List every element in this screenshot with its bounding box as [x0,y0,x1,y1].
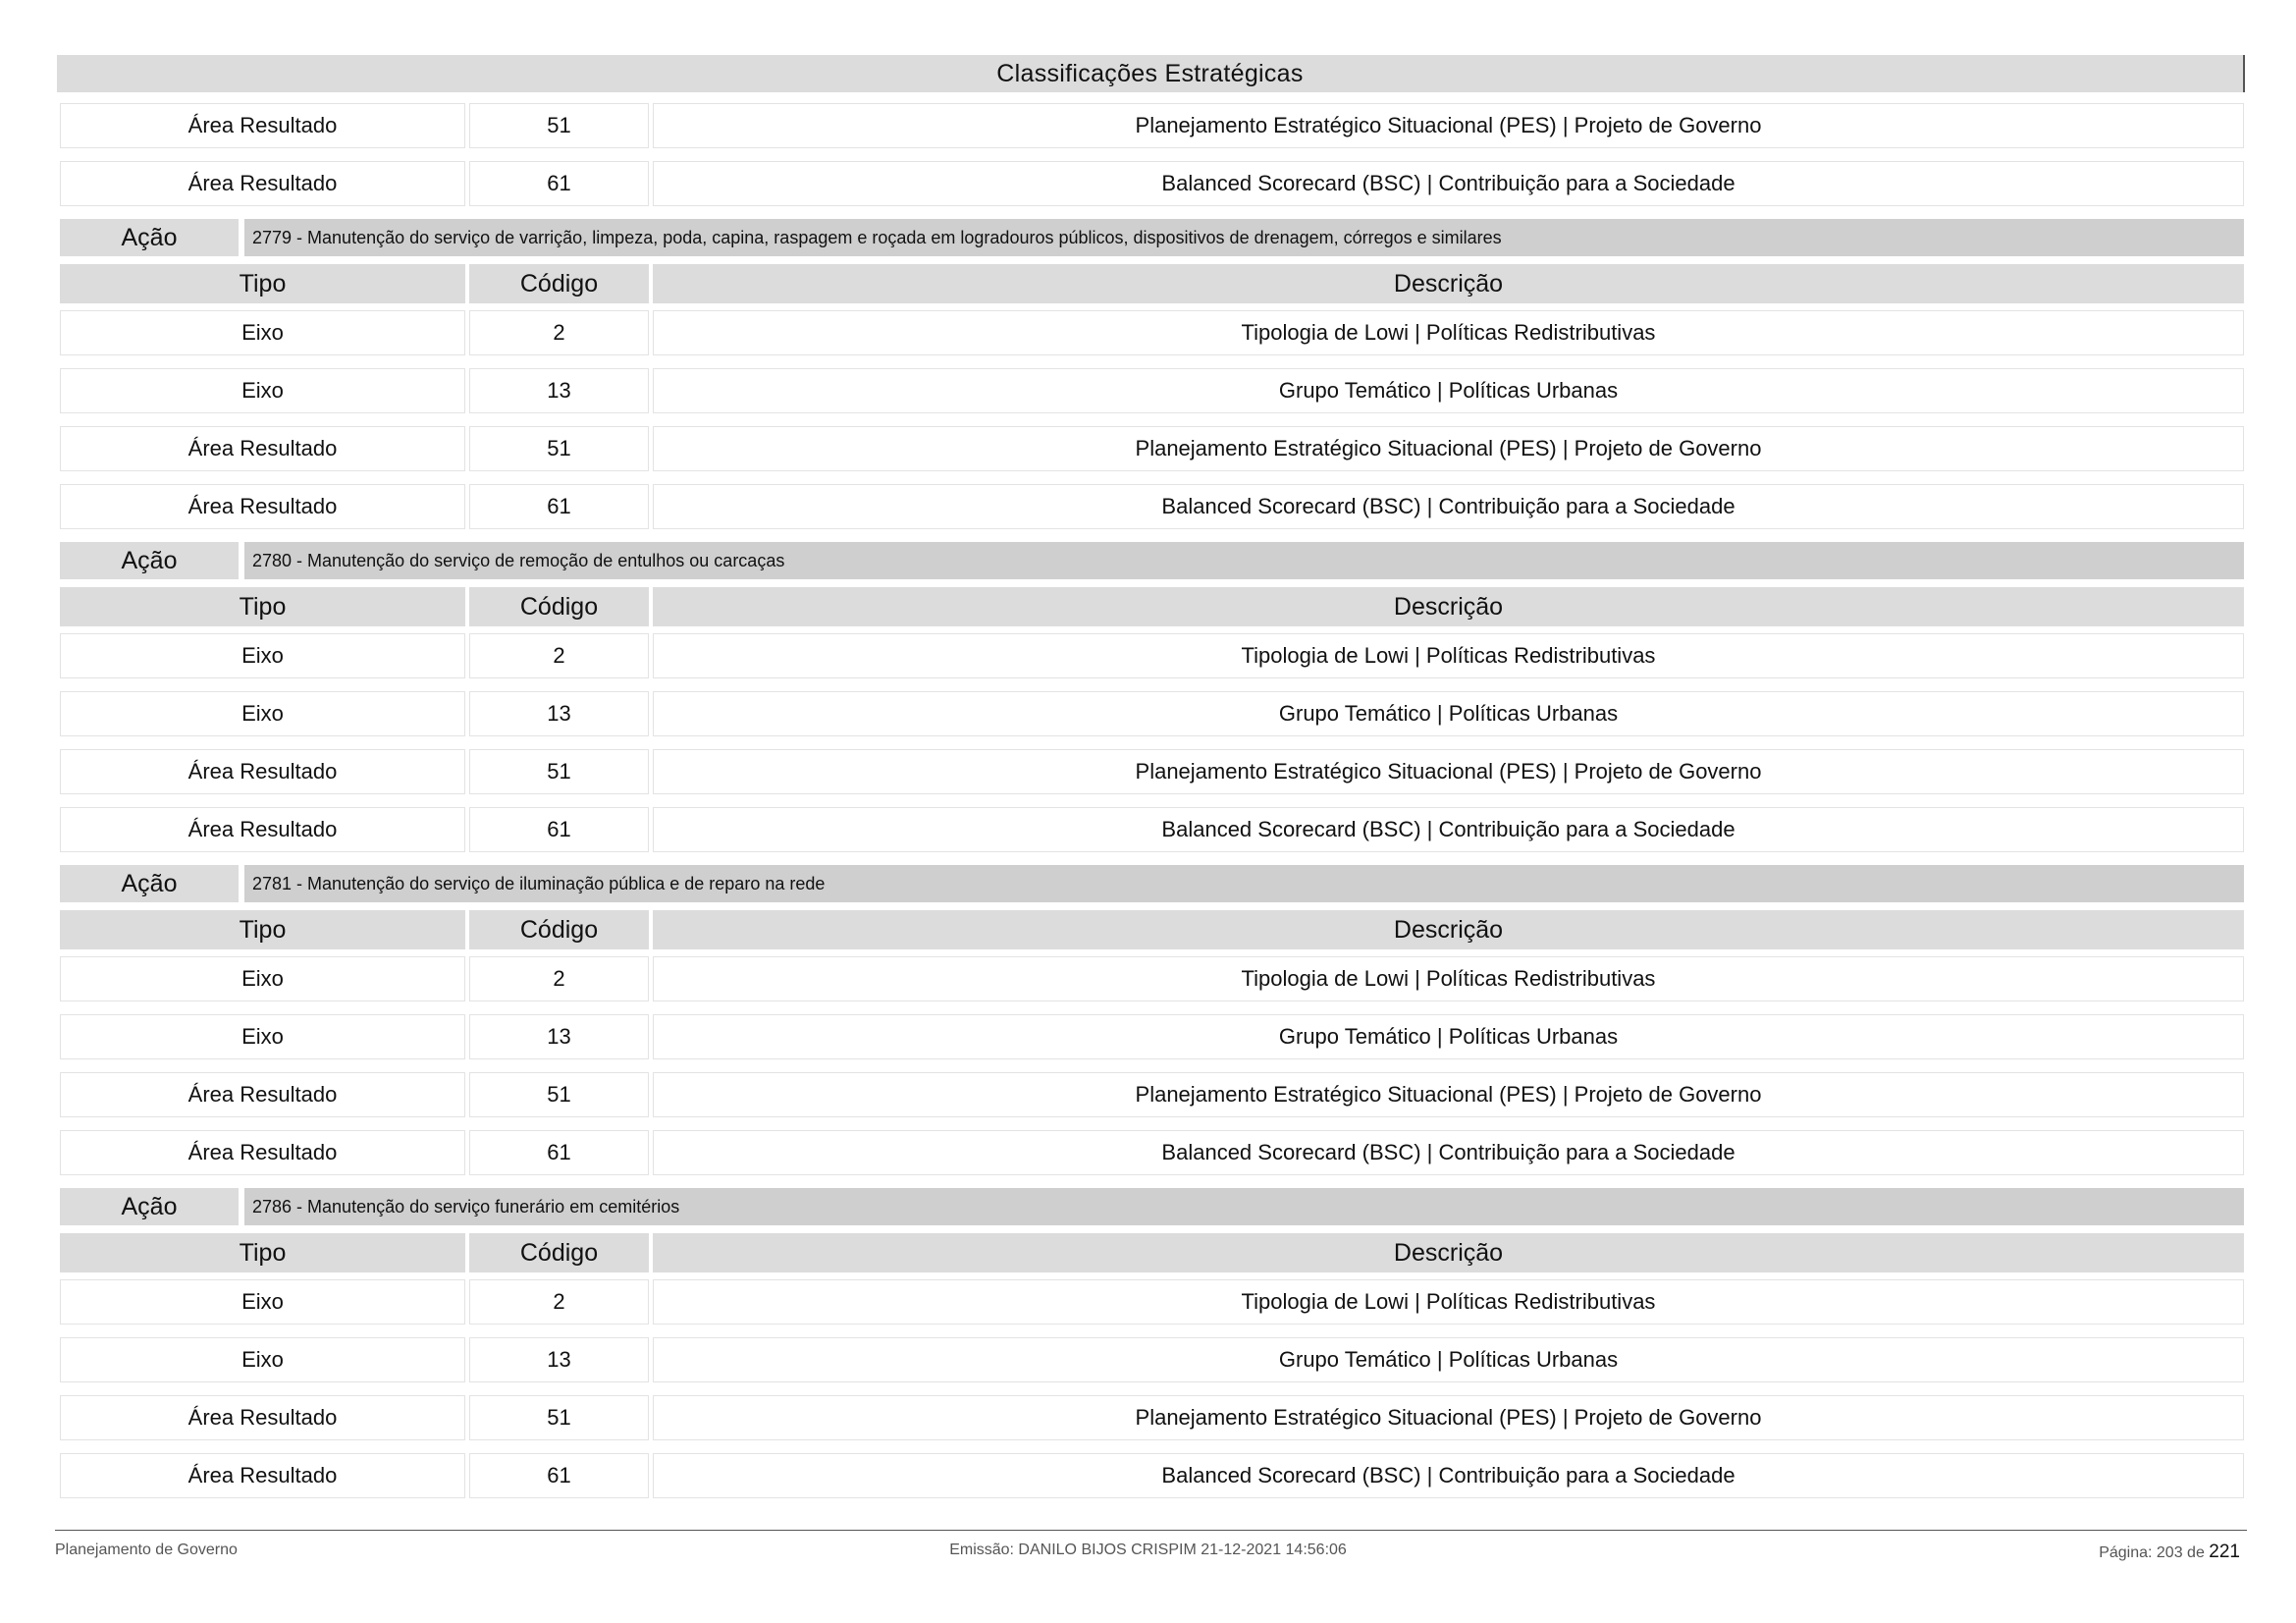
acao-row [60,865,2244,902]
table-row [60,161,2244,206]
acao-description: 2781 - Manutenção do serviço de iluminação pública e de reparo na rede [244,865,2244,902]
header-tipo: Tipo [60,1233,465,1272]
tipo-cell: Área Resultado [60,749,465,794]
codigo-cell: 13 [469,368,649,413]
table-row [60,103,2244,148]
header-descricao: Descrição [653,1233,2244,1272]
descricao-cell: Balanced Scorecard (BSC) | Contribuição para a Sociedade [653,1130,2244,1175]
descricao-cell: Planejamento Estratégico Situacional (PES) | Projeto de Governo [653,426,2244,471]
descricao-cell: Planejamento Estratégico Situacional (PES) | Projeto de Governo [653,1395,2244,1440]
descricao-cell: Tipologia de Lowi | Políticas Redistributivas [653,956,2244,1001]
header-tipo: Tipo [60,587,465,626]
tipo-cell: Área Resultado [60,1130,465,1175]
header-codigo: Código [469,264,649,303]
descricao-cell: Grupo Temático | Políticas Urbanas [653,691,2244,736]
descricao-cell: Tipologia de Lowi | Políticas Redistributivas [653,1279,2244,1325]
acao-row [60,219,2244,256]
descricao-cell: Planejamento Estratégico Situacional (PES) | Projeto de Governo [653,103,2244,148]
page-total: 221 [2209,1542,2240,1562]
codigo-cell: 51 [469,1072,649,1117]
table-row [60,633,2244,678]
codigo-cell: 51 [469,103,649,148]
acao-row [60,542,2244,579]
tipo-cell: Eixo [60,956,465,1001]
codigo-cell: 61 [469,1453,649,1498]
table-row [60,691,2244,736]
table-row [60,1395,2244,1440]
descricao-cell: Balanced Scorecard (BSC) | Contribuição para a Sociedade [653,484,2244,529]
codigo-cell: 61 [469,807,649,852]
codigo-cell: 13 [469,1337,649,1382]
footer-left-text: Planejamento de Governo [55,1542,238,1558]
codigo-cell: 2 [469,1279,649,1325]
table-row [60,1014,2244,1059]
tipo-cell: Área Resultado [60,161,465,206]
table-row [60,484,2244,529]
acao-label: Ação [60,1188,239,1225]
descricao-cell: Tipologia de Lowi | Políticas Redistributivas [653,310,2244,355]
descricao-cell: Grupo Temático | Políticas Urbanas [653,1014,2244,1059]
acao-label: Ação [60,865,239,902]
codigo-cell: 2 [469,956,649,1001]
footer-divider [55,1530,2247,1531]
descricao-cell: Balanced Scorecard (BSC) | Contribuição para a Sociedade [653,807,2244,852]
header-codigo: Código [469,1233,649,1272]
acao-description: 2780 - Manutenção do serviço de remoção de entulhos ou carcaças [244,542,2244,579]
descricao-cell: Balanced Scorecard (BSC) | Contribuição para a Sociedade [653,161,2244,206]
acao-label: Ação [60,219,239,256]
table-row [60,1279,2244,1325]
tipo-cell: Área Resultado [60,1453,465,1498]
header-codigo: Código [469,910,649,949]
table-row [60,368,2244,413]
footer-emission-text: Emissão: DANILO BIJOS CRISPIM 21-12-2021 14:56:06 [949,1542,1347,1558]
acao-label: Ação [60,542,239,579]
table-header-row [60,910,2244,949]
footer-page-number [2099,1542,2240,1563]
tipo-cell: Área Resultado [60,1395,465,1440]
descricao-cell: Tipologia de Lowi | Políticas Redistributivas [653,633,2244,678]
table-row [60,310,2244,355]
table-row [60,1453,2244,1498]
codigo-cell: 61 [469,1130,649,1175]
header-tipo: Tipo [60,264,465,303]
tipo-cell: Área Resultado [60,1072,465,1117]
table-header-row [60,587,2244,626]
codigo-cell: 51 [469,426,649,471]
table-row [60,1337,2244,1382]
header-codigo: Código [469,587,649,626]
codigo-cell: 51 [469,1395,649,1440]
tipo-cell: Eixo [60,1014,465,1059]
descricao-cell: Balanced Scorecard (BSC) | Contribuição para a Sociedade [653,1453,2244,1498]
codigo-cell: 13 [469,691,649,736]
descricao-cell: Grupo Temático | Políticas Urbanas [653,368,2244,413]
codigo-cell: 51 [469,749,649,794]
table-header-row [60,1233,2244,1272]
page-prefix: Página: 203 de [2099,1544,2205,1561]
section-title: Classificações Estratégicas [57,55,2245,92]
tipo-cell: Eixo [60,1279,465,1325]
header-descricao: Descrição [653,587,2244,626]
tipo-cell: Eixo [60,310,465,355]
codigo-cell: 61 [469,161,649,206]
codigo-cell: 61 [469,484,649,529]
table-header-row [60,264,2244,303]
tipo-cell: Eixo [60,633,465,678]
descricao-cell: Planejamento Estratégico Situacional (PES) | Projeto de Governo [653,1072,2244,1117]
table-row [60,749,2244,794]
tipo-cell: Eixo [60,691,465,736]
tipo-cell: Eixo [60,368,465,413]
codigo-cell: 2 [469,310,649,355]
table-row [60,956,2244,1001]
header-descricao: Descrição [653,264,2244,303]
tipo-cell: Área Resultado [60,103,465,148]
tipo-cell: Área Resultado [60,807,465,852]
table-row [60,807,2244,852]
acao-description: 2786 - Manutenção do serviço funerário em cemitérios [244,1188,2244,1225]
descricao-cell: Planejamento Estratégico Situacional (PES) | Projeto de Governo [653,749,2244,794]
acao-description: 2779 - Manutenção do serviço de varrição, limpeza, poda, capina, raspagem e roçada em logradouros públicos, dispositivos de drenagem, córregos e similares [244,219,2244,256]
table-row [60,426,2244,471]
descricao-cell: Grupo Temático | Políticas Urbanas [653,1337,2244,1382]
tipo-cell: Área Resultado [60,426,465,471]
header-tipo: Tipo [60,910,465,949]
tipo-cell: Eixo [60,1337,465,1382]
acao-row [60,1188,2244,1225]
table-row [60,1072,2244,1117]
codigo-cell: 2 [469,633,649,678]
table-row [60,1130,2244,1175]
header-descricao: Descrição [653,910,2244,949]
tipo-cell: Área Resultado [60,484,465,529]
codigo-cell: 13 [469,1014,649,1059]
